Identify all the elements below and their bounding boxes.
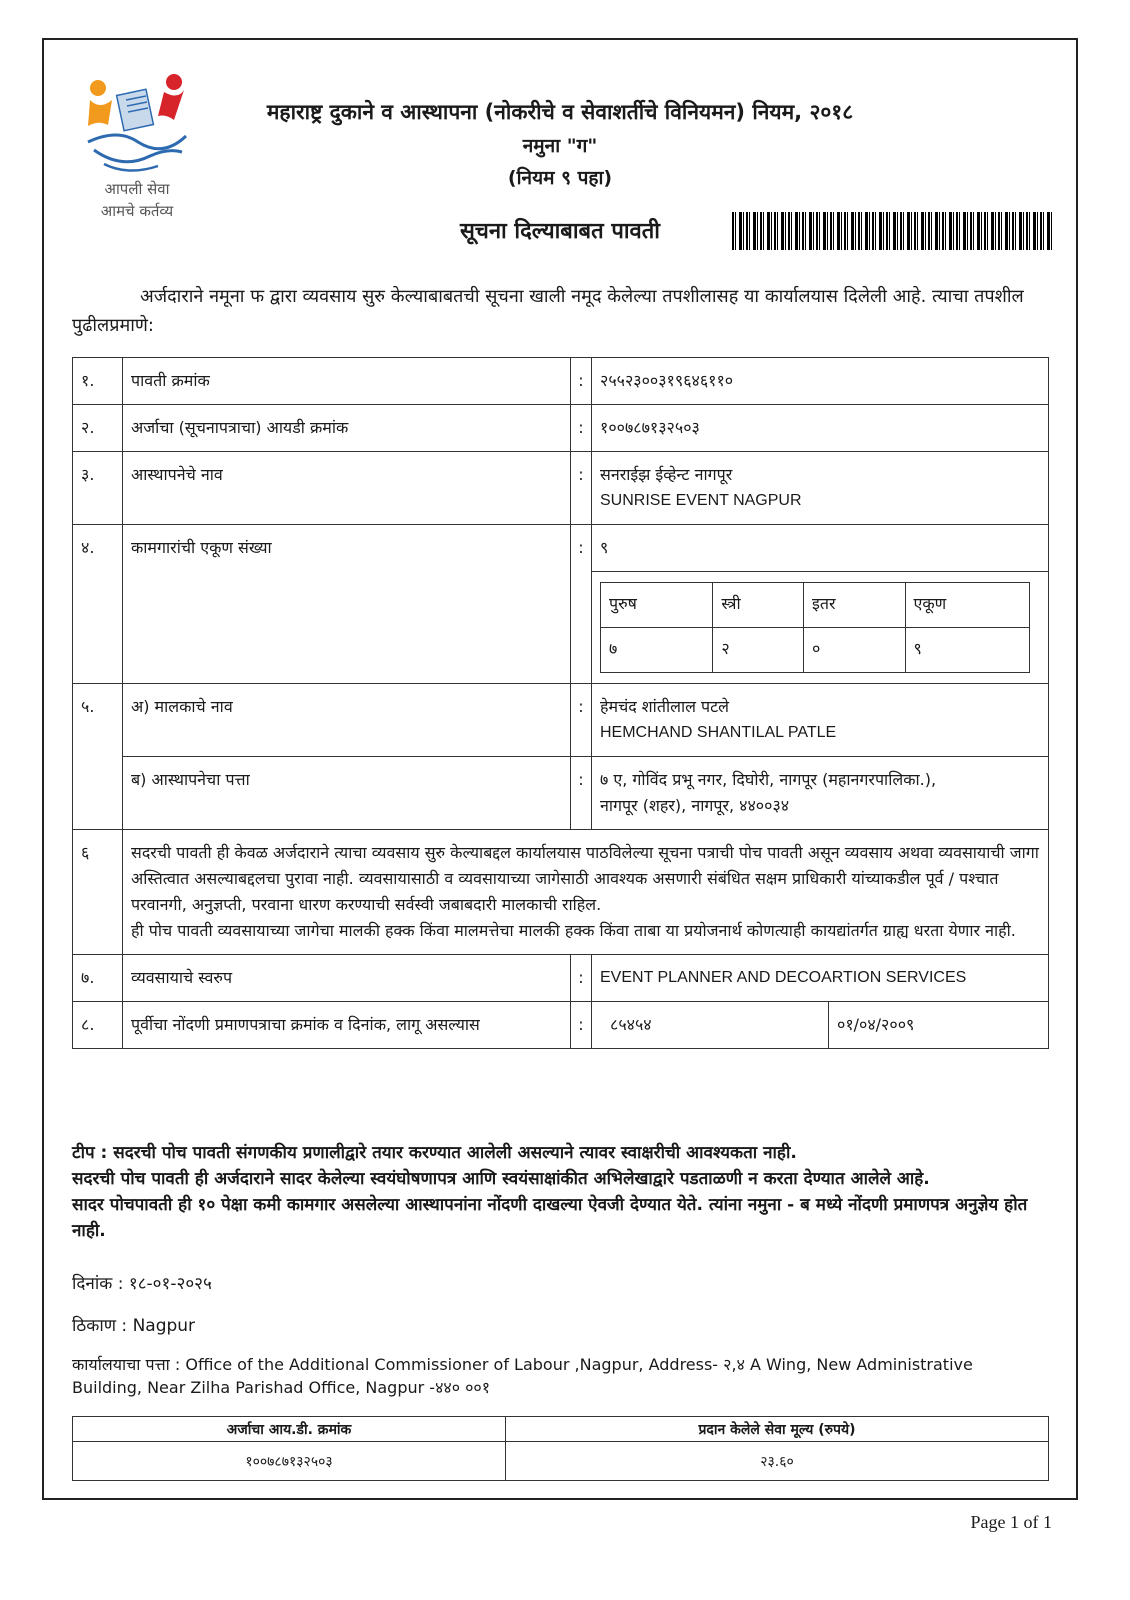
- logo-caption: [82, 178, 192, 222]
- previous-registration: [592, 1002, 1049, 1049]
- table-row: [73, 452, 1049, 525]
- table-row: [73, 358, 1049, 405]
- row-number: २.: [73, 405, 123, 452]
- disclaimer-para2: ही पोच पावती व्यवसायाच्या जागेचा मालकी हक्क किंवा मालमत्तेचा मालकी हक्क किंवा ताबा या प्रयोजनार्थ कोणत्याही कायद्यांतर्गत ग्राह्य धरता येणार नाही.: [131, 921, 1016, 940]
- table-row: [73, 1002, 1049, 1049]
- header-total: एकूण: [905, 583, 1029, 628]
- colon: :: [571, 955, 592, 1002]
- colon: :: [571, 1002, 592, 1049]
- count-male: ७: [601, 628, 713, 673]
- table-row: [73, 757, 1049, 830]
- payment-fee-amount: २३.६०: [506, 1442, 1049, 1481]
- colon: :: [571, 358, 592, 405]
- header-other: इतर: [804, 583, 905, 628]
- establishment-name-marathi: सनराईझ ईव्हेन्ट नागपूर: [600, 465, 733, 484]
- colon: :: [571, 405, 592, 452]
- owner-name-english: HEMCHAND SHANTILAL PATLE: [600, 724, 837, 741]
- table-row: [73, 1417, 1049, 1442]
- table-row: [73, 525, 1049, 684]
- row-label: आस्थापनेचे नाव: [123, 452, 571, 525]
- colon: :: [571, 684, 592, 757]
- row-label: पावती क्रमांक: [123, 358, 571, 405]
- details-table: [72, 357, 1049, 1049]
- row-number: ५.: [73, 684, 123, 830]
- header-female: स्त्री: [713, 583, 804, 628]
- row-number: ४.: [73, 525, 123, 684]
- note-section: [72, 1140, 1057, 1244]
- establishment-name: [592, 452, 1049, 525]
- receipt-number: २५५२३००३१९६४६११०: [592, 358, 1049, 405]
- owner-name: [592, 684, 1049, 757]
- disclaimer: [123, 830, 1049, 955]
- office-address: कार्यालयाचा पत्ता : Office of the Additional Commissioner of Labour ,Nagpur, Address- २,४ A Wing, New Administrative Building, Near Zilha Parishad Office, Nagpur -४४० ००१: [72, 1355, 973, 1397]
- form-name: नमुना "ग": [522, 135, 598, 157]
- row-label: व्यवसायाचे स्वरुप: [123, 955, 571, 1002]
- row-label: ब) आस्थापनेचा पत्ता: [123, 757, 571, 830]
- worker-breakdown-table: [600, 582, 1030, 673]
- table-row: [73, 684, 1049, 757]
- logo-caption-line1: आपली सेवा: [104, 180, 170, 198]
- header-male: पुरुष: [601, 583, 713, 628]
- worker-count-cell: [592, 525, 1049, 684]
- application-id: १००७८७१३२५०३: [592, 405, 1049, 452]
- issue-date: दिनांक : १८-०१-२०२५: [72, 1274, 212, 1294]
- rule-reference: (नियम ९ पहा): [507, 167, 613, 189]
- note-line3: सादर पोचपावती ही १० पेक्षा कमी कामगार असलेल्या आस्थापनांना नोंदणी दाखल्या ऐवजी देण्यात येते. त्यांना नमुना - ब मध्ये नोंदणी प्रमाणपत्र अनुज्ञेय होत नाही.: [72, 1195, 1028, 1241]
- colon: :: [571, 452, 592, 525]
- row-number: ८.: [73, 1002, 123, 1049]
- table-row: [73, 955, 1049, 1002]
- row-number: ३.: [73, 452, 123, 525]
- row-label: पूर्वीचा नोंदणी प्रमाणपत्राचा क्रमांक व दिनांक, लागू असल्यास: [123, 1002, 571, 1049]
- colon: :: [571, 757, 592, 830]
- row-label: अर्जाचा (सूचनापत्राचा) आयडी क्रमांक: [123, 405, 571, 452]
- payment-header-id: अर्जाचा आय.डी. क्रमांक: [73, 1417, 506, 1442]
- count-other: ०: [804, 628, 905, 673]
- rules-heading: महाराष्ट्र दुकाने व आस्थापना (नोकरीचे व सेवाशर्तीचे विनियमन) नियम, २०१८: [266, 100, 854, 124]
- page-title: सूचना दिल्याबाबत पावती: [460, 219, 660, 244]
- intro-paragraph: अर्जदाराने नमूना फ द्वारा व्यवसाय सुरु केल्याबाबतची सूचना खाली नमूद केलेल्या तपशीलासह या कार्यालयास दिलेली आहे. त्याचा तपशील पुढीलप्रमाणे:: [72, 286, 1024, 336]
- count-female: २: [713, 628, 804, 673]
- note-line2: सदरची पोच पावती ही अर्जदाराने सादर केलेल्या स्वयंघोषणापत्र आणि स्वयंसाक्षांकीत अभिलेखाद्वारे पडताळणी न करता देण्यात आलेले आहे.: [72, 1169, 930, 1189]
- owner-name-marathi: हेमचंद शांतीलाल पटले: [600, 697, 730, 716]
- table-row: [73, 405, 1049, 452]
- address-line2: नागपूर (शहर), नागपूर, ४४००३४: [600, 796, 790, 815]
- logo-caption-line2: आमचे कर्तव्य: [100, 202, 174, 220]
- payment-header-fee: प्रदान केलेले सेवा मूल्य (रुपये): [506, 1417, 1049, 1442]
- previous-registration-date: ०१/०४/२००९: [837, 1015, 915, 1034]
- row-number: ७.: [73, 955, 123, 1002]
- row-label: अ) मालकाचे नाव: [123, 684, 571, 757]
- establishment-name-english: SUNRISE EVENT NAGPUR: [600, 492, 802, 509]
- address-line1: ७ ए, गोविंद प्रभू नगर, दिघोरी, नागपूर (महानगरपालिका.),: [600, 770, 937, 789]
- row-label: कामगारांची एकूण संख्या: [123, 525, 571, 684]
- row-number: १.: [73, 358, 123, 405]
- barcode: [732, 212, 1052, 250]
- page-number: Page 1 of 1: [970, 1512, 1052, 1532]
- count-total: ९: [905, 628, 1029, 673]
- payment-application-id: १००७८७१३२५०३: [73, 1442, 506, 1481]
- business-nature: EVENT PLANNER AND DECOARTION SERVICES: [592, 955, 1049, 1002]
- previous-registration-number: ८५४५४: [592, 1002, 829, 1048]
- issue-place: ठिकाण : Nagpur: [72, 1316, 196, 1336]
- disclaimer-para1: सदरची पावती ही केवळ अर्जदाराने त्याचा व्यवसाय सुरु केल्याबद्दल कार्यालयास पाठविलेल्या सूचना पत्राची पोच पावती असून व्यवसाय अथवा व्यवसायाची जागा अस्तित्वात असल्याबद्दलचा पुरावा नाही. व्यवसायासाठी व व्यवसायाच्या जागेसाठी आवश्यक असणारी संबंधित सक्षम प्राधिकारी यांच्याकडील पूर्व / पश्चात परवानगी, अनुज्ञप्ती, परवाना धारण करण्याची सर्वस्वी जबाबदारी मालकाची राहिल.: [131, 843, 1039, 914]
- total-workers: ९: [592, 525, 1048, 572]
- colon: :: [571, 525, 592, 684]
- table-row: [73, 830, 1049, 955]
- payment-table: [72, 1416, 1049, 1481]
- row-number: ६: [73, 830, 123, 955]
- establishment-address: [592, 757, 1049, 830]
- note-line1: टीप : सदरची पोच पावती संगणकीय प्रणालीद्वारे तयार करण्यात आलेली असल्याने त्यावर स्वाक्षरीची आवश्यकता नाही.: [72, 1143, 797, 1163]
- table-row: [73, 1442, 1049, 1481]
